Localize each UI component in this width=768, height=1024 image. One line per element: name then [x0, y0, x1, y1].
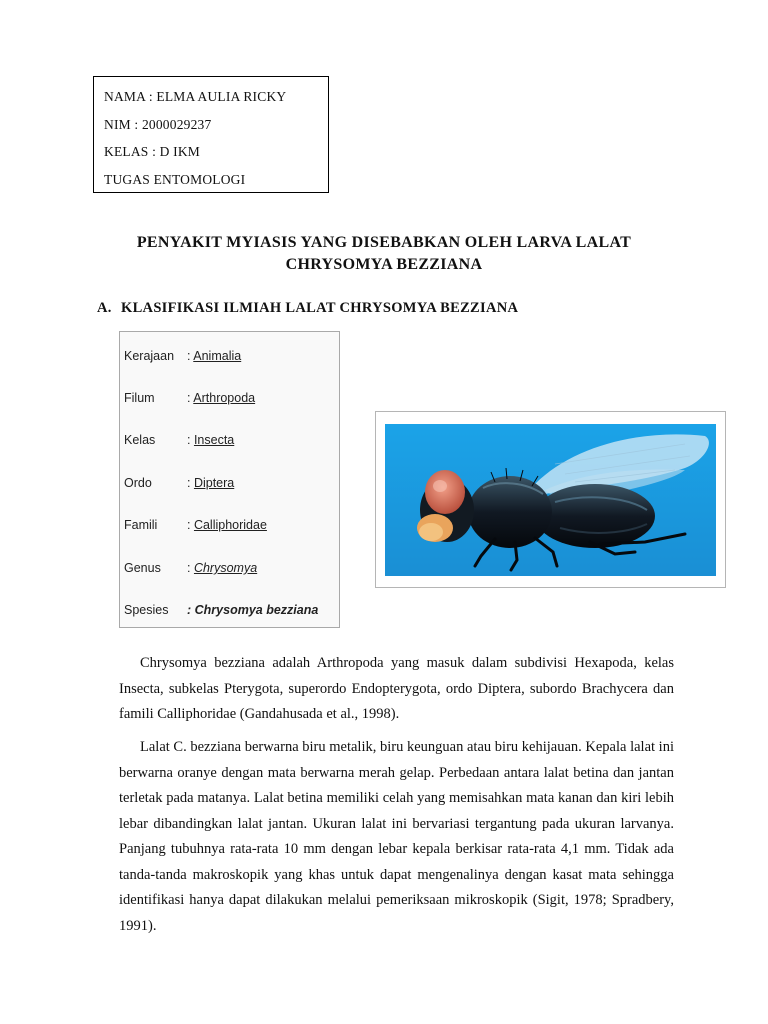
taxonomy-value-cell [187, 347, 241, 365]
taxonomy-value-cell [187, 516, 267, 534]
section-marker: A. [97, 300, 112, 316]
taxonomy-row-class [124, 431, 234, 449]
taxonomy-link-chrysomya[interactable]: Chrysomya [193, 561, 258, 575]
taxonomy-row-species [124, 601, 318, 619]
taxonomy-rank: Kelas [124, 433, 156, 447]
taxonomy-value-cell [187, 559, 257, 577]
taxonomy-link-arthropoda[interactable]: Arthropoda [193, 391, 256, 405]
taxonomy-separator: : [187, 349, 194, 363]
taxonomy-link-animalia[interactable]: Animalia [193, 349, 242, 363]
taxonomy-row-order [124, 474, 234, 492]
taxonomy-rank: Filum [124, 391, 155, 405]
taxonomy-rank: Spesies [124, 603, 169, 617]
assignment-name: TUGAS ENTOMOLOGI [104, 171, 246, 187]
paragraph-1: Chrysomya bezziana adalah Arthropoda yang masuk dalam subdivisi Hexapoda, kelas Insecta, subkelas Pterygota, superordo Endopterygota, ordo Diptera, subordo Brachycera dan famili Calliphoridae (Gandahusada et al., 1998). [119, 655, 674, 722]
taxonomy-separator: : [187, 561, 194, 575]
taxonomy-row-family [124, 516, 267, 534]
fly-illustration [385, 424, 716, 576]
taxonomy-value-cell [187, 389, 255, 407]
student-id: NIM : 2000029237 [104, 116, 212, 132]
taxonomy-species-name: Chrysomya bezziana [194, 603, 319, 617]
taxonomy-infobox [119, 331, 340, 628]
taxonomy-link-insecta[interactable]: Insecta [193, 433, 235, 447]
taxonomy-separator: : [187, 603, 195, 617]
identity-box [93, 76, 329, 193]
student-class: KELAS : D IKM [104, 144, 200, 159]
taxonomy-row-genus [124, 559, 257, 577]
title-line-1: PENYAKIT MYIASIS YANG DISEBABKAN OLEH LARVA LALAT [136, 234, 632, 251]
fly-photo-frame [375, 411, 726, 588]
taxonomy-value-cell [187, 431, 234, 449]
taxonomy-rank: Ordo [124, 476, 152, 490]
taxonomy-link-calliphoridae[interactable]: Calliphoridae [193, 518, 267, 532]
taxonomy-separator: : [187, 476, 194, 490]
taxonomy-rank: Genus [124, 561, 161, 575]
section-heading [97, 300, 518, 317]
taxonomy-value-cell [187, 474, 234, 492]
student-name: NAMA : ELMA AULIA RICKY [104, 89, 287, 104]
taxonomy-separator: : [187, 391, 194, 405]
taxonomy-row-kingdom [124, 347, 241, 365]
taxonomy-rank: Famili [124, 518, 158, 532]
taxonomy-separator: : [187, 518, 194, 532]
taxonomy-row-phylum [124, 389, 255, 407]
title-line-2: CHRYSOMYA BEZZIANA [285, 256, 483, 273]
taxonomy-separator: : [187, 433, 194, 447]
section-heading-text: KLASIFIKASI ILMIAH LALAT CHRYSOMYA BEZZIANA [121, 300, 519, 316]
taxonomy-value-cell [187, 601, 318, 619]
taxonomy-link-diptera[interactable]: Diptera [193, 476, 235, 490]
fly-photo [385, 424, 716, 576]
document-title [60, 232, 708, 276]
taxonomy-rank: Kerajaan [124, 349, 175, 363]
paragraph-2: Lalat C. bezziana berwarna biru metalik, biru keunguan atau biru kehijauan. Kepala lalat ini berwarna oranye dengan mata berwarna merah gelap. Perbedaan antara lalat betina dan jantan terletak pada matanya. Lalat betina memiliki celah yang memisahkan mata kanan dan kiri lebih lebar dibandingkan lalat jantan. Ukuran lalat ini bervariasi tergantung pada ukuran larvanya. Panjang tubuhnya rata-rata 10 mm dengan lebar kepala berkisar rata-rata 4,1 mm. Tidak ada tanda-tanda makroskopik yang khas untuk dapat mengenalinya dengan kasat mata sehingga identifikasi hanya dapat dilakukan melalui pemeriksaan mikroskopik (Sigit, 1978; Spradbery, 1991). [119, 739, 674, 934]
